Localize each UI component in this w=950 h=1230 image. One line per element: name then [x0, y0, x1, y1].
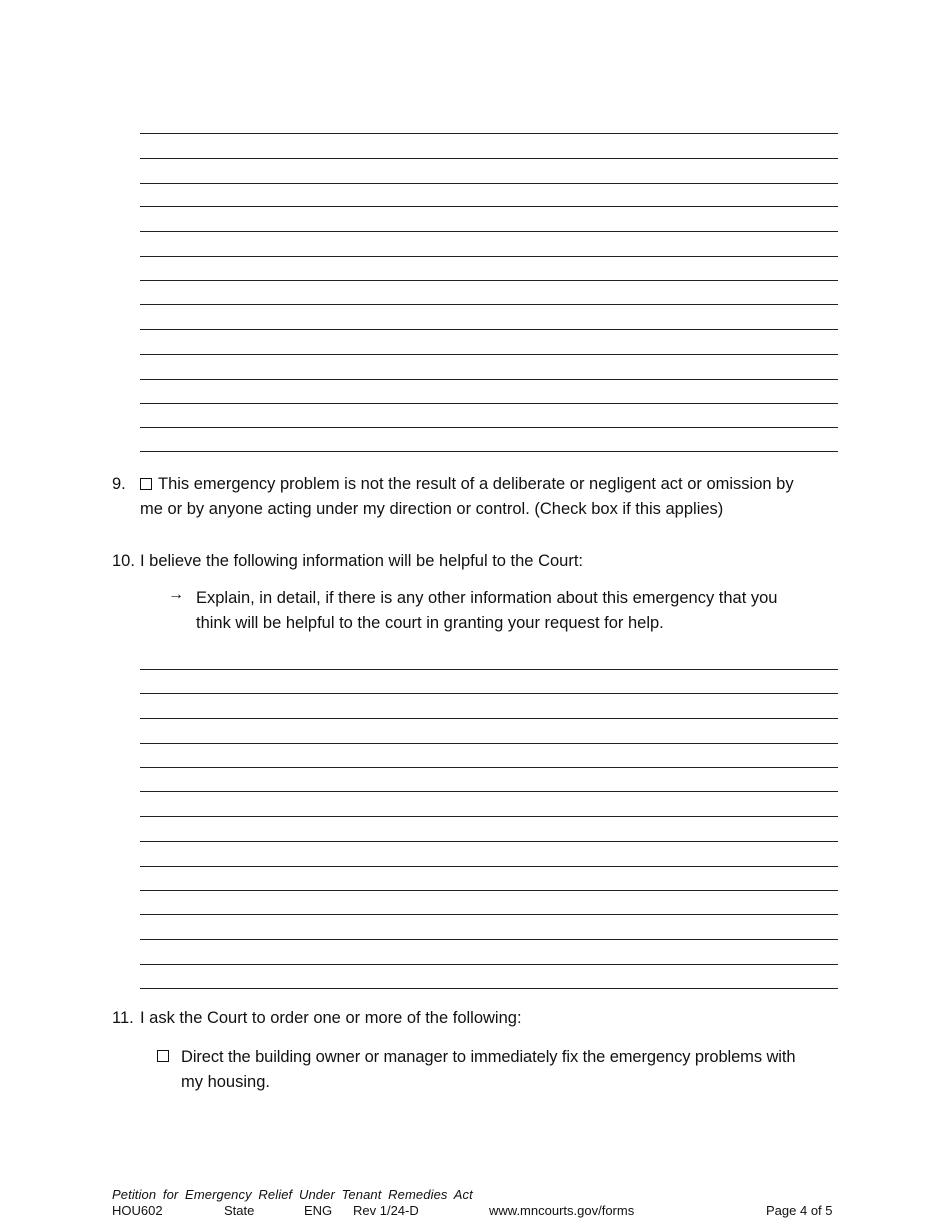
item-9-line-2: me or by anyone acting under my direction or control. (Check box if this applies)	[140, 500, 724, 518]
footer-language: ENG	[304, 1203, 333, 1218]
writing-line	[140, 158, 838, 159]
writing-line	[140, 743, 838, 744]
writing-line	[140, 988, 838, 989]
writing-line	[140, 403, 838, 404]
writing-line	[140, 354, 838, 355]
writing-line	[140, 231, 838, 232]
writing-line	[140, 280, 838, 281]
writing-line	[140, 890, 838, 891]
item-number: 9.	[112, 475, 126, 493]
footer-jurisdiction: State	[224, 1203, 255, 1218]
writing-line	[140, 183, 838, 184]
item-9-text	[140, 472, 842, 522]
writing-line	[140, 256, 838, 257]
footer-form-code: HOU602	[112, 1203, 163, 1218]
writing-line	[140, 767, 838, 768]
writing-line	[140, 379, 838, 380]
right-arrow-icon: →	[168, 586, 184, 603]
item-9-statement: This emergency problem is not the result of a deliberate or negligent act or omission by	[158, 475, 794, 493]
item-9	[112, 472, 842, 524]
writing-line	[140, 669, 838, 670]
instruction-line-1: Explain, in detail, if there is any other information about this emergency that you	[196, 589, 778, 607]
item-11-text: I ask the Court to order one or more of the following:	[140, 1009, 522, 1027]
writing-line	[140, 427, 838, 428]
item-number: 10.	[112, 552, 135, 570]
instruction-line-2: think will be helpful to the court in granting your request for help.	[196, 614, 664, 632]
writing-line	[140, 914, 838, 915]
empty-checkbox-icon[interactable]	[140, 478, 152, 490]
writing-line	[140, 718, 838, 719]
footer-website[interactable]: www.mncourts.gov/forms	[489, 1203, 635, 1218]
writing-line	[140, 816, 838, 817]
footer-form-title: Petition for Emergency Relief Under Tenant Remedies Act	[112, 1187, 473, 1202]
writing-line	[140, 451, 838, 452]
writing-line	[140, 329, 838, 330]
writing-line	[140, 304, 838, 305]
writing-line	[140, 133, 838, 134]
writing-line	[140, 841, 838, 842]
writing-line	[140, 791, 838, 792]
item-10-instruction	[196, 586, 846, 636]
writing-line	[140, 693, 838, 694]
option-1-line-1: Direct the building owner or manager to immediately fix the emergency problems with	[181, 1048, 796, 1066]
item-number: 11.	[112, 1009, 134, 1027]
item-9-line-1	[140, 472, 842, 497]
item-11	[112, 1006, 842, 1036]
writing-line	[140, 939, 838, 940]
footer-page-number: Page 4 of 5	[766, 1203, 833, 1218]
option-1-line-2: my housing.	[181, 1073, 270, 1091]
empty-checkbox-icon[interactable]	[157, 1050, 169, 1062]
writing-line	[140, 964, 838, 965]
writing-line	[140, 866, 838, 867]
item-10-text: I believe the following information will be helpful to the Court:	[140, 552, 583, 570]
item-10	[112, 549, 842, 579]
writing-line	[140, 206, 838, 207]
footer-revision: Rev 1/24-D	[353, 1203, 419, 1218]
item-11-option-1	[181, 1045, 846, 1095]
